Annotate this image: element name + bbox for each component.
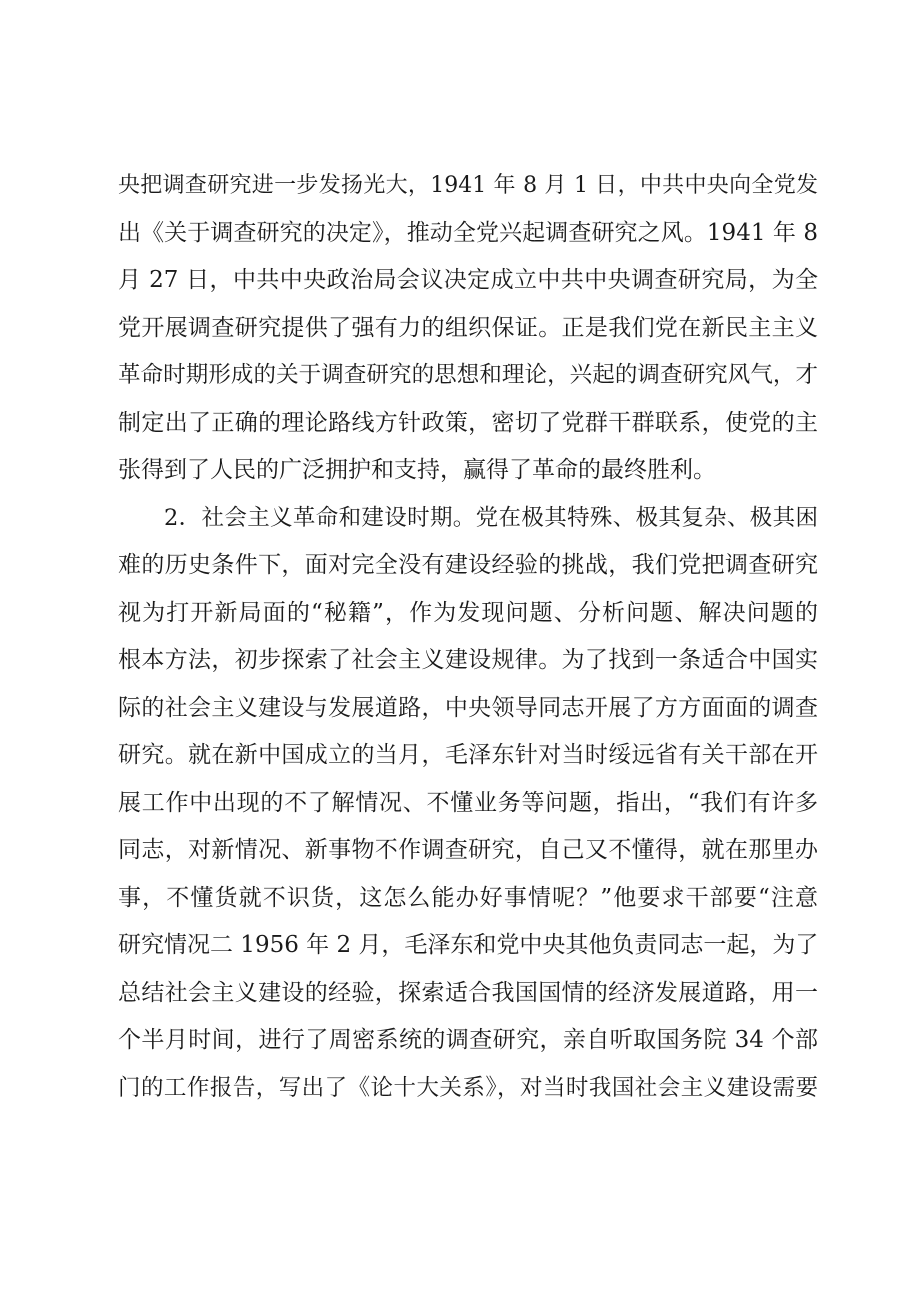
- text-line: 党开展调查研究提供了强有力的组织保证。正是我们党在新民主主义: [118, 314, 818, 341]
- text-line: 个半月时间，进行了周密系统的调查研究，亲自听取国务院 34 个部: [118, 1027, 818, 1053]
- text-line: 央把调查研究进一步发扬光大，1941 年 8 月 1 日，中共中央向全党发: [118, 173, 818, 198]
- text-line: 总结社会主义建设的经验，探索适合我国国情的经济发展道路，用一: [118, 979, 818, 1006]
- text-line: 制定出了正确的理论路线方针政策，密切了党群干群联系，使党的主: [118, 409, 818, 436]
- text-line: 革命时期形成的关于调查研究的思想和理论，兴起的调查研究风气，才: [118, 362, 818, 388]
- section-heading-line: 2．社会主义革命和建设时期。党在极其特殊、极其复杂、极其困: [164, 504, 818, 531]
- text-line: 展工作中出现的不了解情况、不懂业务等问题，指出，“我们有许多: [118, 789, 818, 816]
- text-line: 根本方法，初步探索了社会主义建设规律。为了找到一条适合中国实: [118, 647, 818, 673]
- text-line: 研究。就在新中国成立的当月，毛泽东针对当时绥远省有关干部在开: [118, 742, 818, 768]
- text-line: 难的历史条件下，面对完全没有建设经验的挑战，我们党把调查研究: [118, 552, 818, 578]
- text-line: 同志，对新情况、新事物不作调查研究，自己又不懂得，就在那里办: [118, 837, 818, 863]
- text-line: 事，不懂货就不识货，这怎么能办好事情呢？”他要求干部要“注意: [118, 884, 818, 911]
- body-text: [118, 162, 818, 1112]
- text-line: 出《关于调查研究的决定》，推动全党兴起调查研究之风。1941 年 8: [118, 219, 818, 246]
- text-line: 月 27 日，中共中央政治局会议决定成立中共中央调查研究局，为全: [118, 267, 818, 293]
- text-line: 际的社会主义建设与发展道路，中央领导同志开展了方方面面的调查: [118, 694, 818, 721]
- text-line: 门的工作报告，写出了《论十大关系》，对当时我国社会主义建设需要: [118, 1074, 818, 1101]
- text-line: 张得到了人民的广泛拥护和支持，赢得了革命的最终胜利。: [118, 457, 716, 483]
- text-line: 研究情况二 1956 年 2 月，毛泽东和党中央其他负责同志一起，为了: [118, 932, 819, 958]
- text-line: 视为打开新局面的“秘籍”，作为发现问题、分析问题、解决问题的: [118, 599, 818, 626]
